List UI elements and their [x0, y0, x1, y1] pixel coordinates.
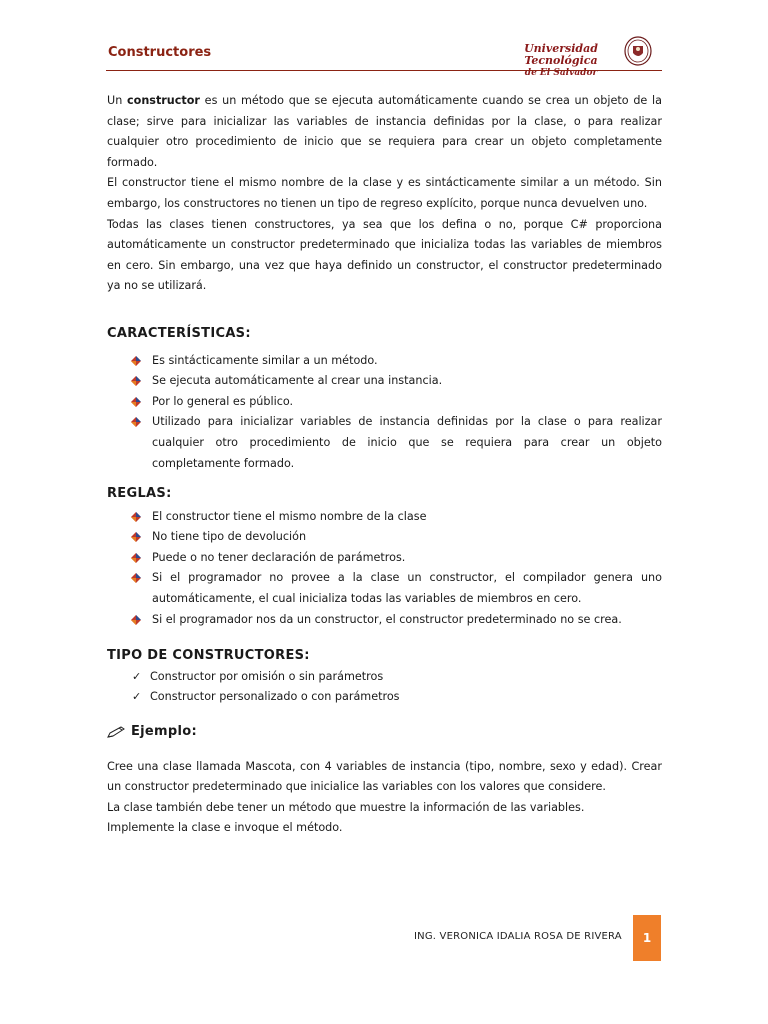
footer-author: ING. VERONICA IDALIA ROSA DE RIVERA — [414, 931, 622, 942]
list-item: Se ejecuta automáticamente al crear una instancia. — [131, 371, 662, 392]
list-item: Por lo general es público. — [131, 392, 662, 413]
intro-paragraph-2: El constructor tiene el mismo nombre de la clase y es sintácticamente similar a un método. Sin embargo, los constructores no tienen un tipo de regreso explícito, porque nunca devuelven uno. — [107, 176, 662, 210]
header-title: Constructores — [108, 45, 212, 60]
pencil-icon — [107, 726, 125, 738]
ejemplo-paragraph-2: La clase también debe tener un método que muestre la información de las variables. — [107, 800, 585, 814]
ejemplo-paragraph-3: Implemente la clase e invoque el método. — [107, 821, 343, 835]
check-icon: ✓ — [132, 669, 142, 683]
bullet-icon — [131, 376, 141, 386]
bullet-icon — [131, 417, 141, 427]
page-number: 1 — [633, 915, 661, 961]
bullet-icon — [131, 512, 141, 522]
university-logo — [500, 43, 622, 79]
ejemplo-label: Ejemplo: — [131, 724, 197, 740]
list-item: Es sintácticamente similar a un método. — [131, 351, 662, 372]
document-body — [107, 91, 662, 839]
bullet-icon — [131, 356, 141, 366]
heading-ejemplo — [107, 722, 662, 743]
list-item: Puede o no tener declaración de parámetros. — [131, 548, 662, 569]
ejemplo-paragraph-1: Cree una clase llamada Mascota, con 4 variables de instancia (tipo, nombre, sexo y edad). Crear un constructor predeterminado que inicialice las variables con los valores que considere. — [107, 759, 662, 794]
list-item: El constructor tiene el mismo nombre de la clase — [131, 507, 662, 528]
intro-paragraph-3: Todas las clases tienen constructores, ya sea que los defina o no, porque C# proporciona automáticamente un constructor predeterminado que inicializa todas las variables de miembros en cero. Sin embargo, una vez que haya definido un constructor, el constructor predeterminado ya no se utilizará. — [107, 217, 662, 293]
bullet-icon — [131, 397, 141, 407]
list-item: Si el programador nos da un constructor, el constructor predeterminado no se crea. — [131, 610, 662, 631]
list-item: No tiene tipo de devolución — [131, 527, 662, 548]
list-item: ✓ Constructor por omisión o sin parámetros — [132, 667, 662, 688]
check-icon: ✓ — [132, 690, 142, 704]
heading-caracteristicas: CARACTERÍSTICAS: — [107, 325, 251, 341]
reglas-list — [131, 507, 662, 631]
list-item: Si el programador no provee a la clase un constructor, el compilador genera uno automáticamente, el cual inicializa todas las variables de miembros en cero. — [131, 568, 662, 609]
caracteristicas-list — [131, 351, 662, 475]
bullet-icon — [131, 532, 141, 542]
logo-line2: de El Salvador — [524, 68, 598, 78]
university-seal-icon — [624, 36, 652, 66]
bullet-icon — [131, 615, 141, 625]
list-item: Utilizado para inicializar variables de instancia definidas por la clase o para realizar cualquier otro procedimiento de inicio que se requiera para crear un objeto completamente formado. — [131, 412, 662, 474]
header-divider — [106, 70, 662, 71]
heading-reglas: REGLAS: — [107, 486, 172, 502]
term-constructor: constructor — [127, 94, 200, 107]
intro-paragraph-1: Un constructor es un método que se ejecuta automáticamente cuando se crea un objeto de la clase; sirve para inicializar las variables de instancia definidas por la clase, o para realizar cualquier otro procedimiento de inicio que se requiera para crear un objeto completamente formado. — [107, 94, 662, 169]
bullet-icon — [131, 573, 141, 583]
logo-line1: Universidad Tecnológica — [524, 42, 598, 67]
heading-tipo-constructores: TIPO DE CONSTRUCTORES: — [107, 648, 310, 664]
tipos-list — [132, 667, 662, 708]
bullet-icon — [131, 553, 141, 563]
list-item: ✓ Constructor personalizado o con parámetros — [132, 687, 662, 708]
